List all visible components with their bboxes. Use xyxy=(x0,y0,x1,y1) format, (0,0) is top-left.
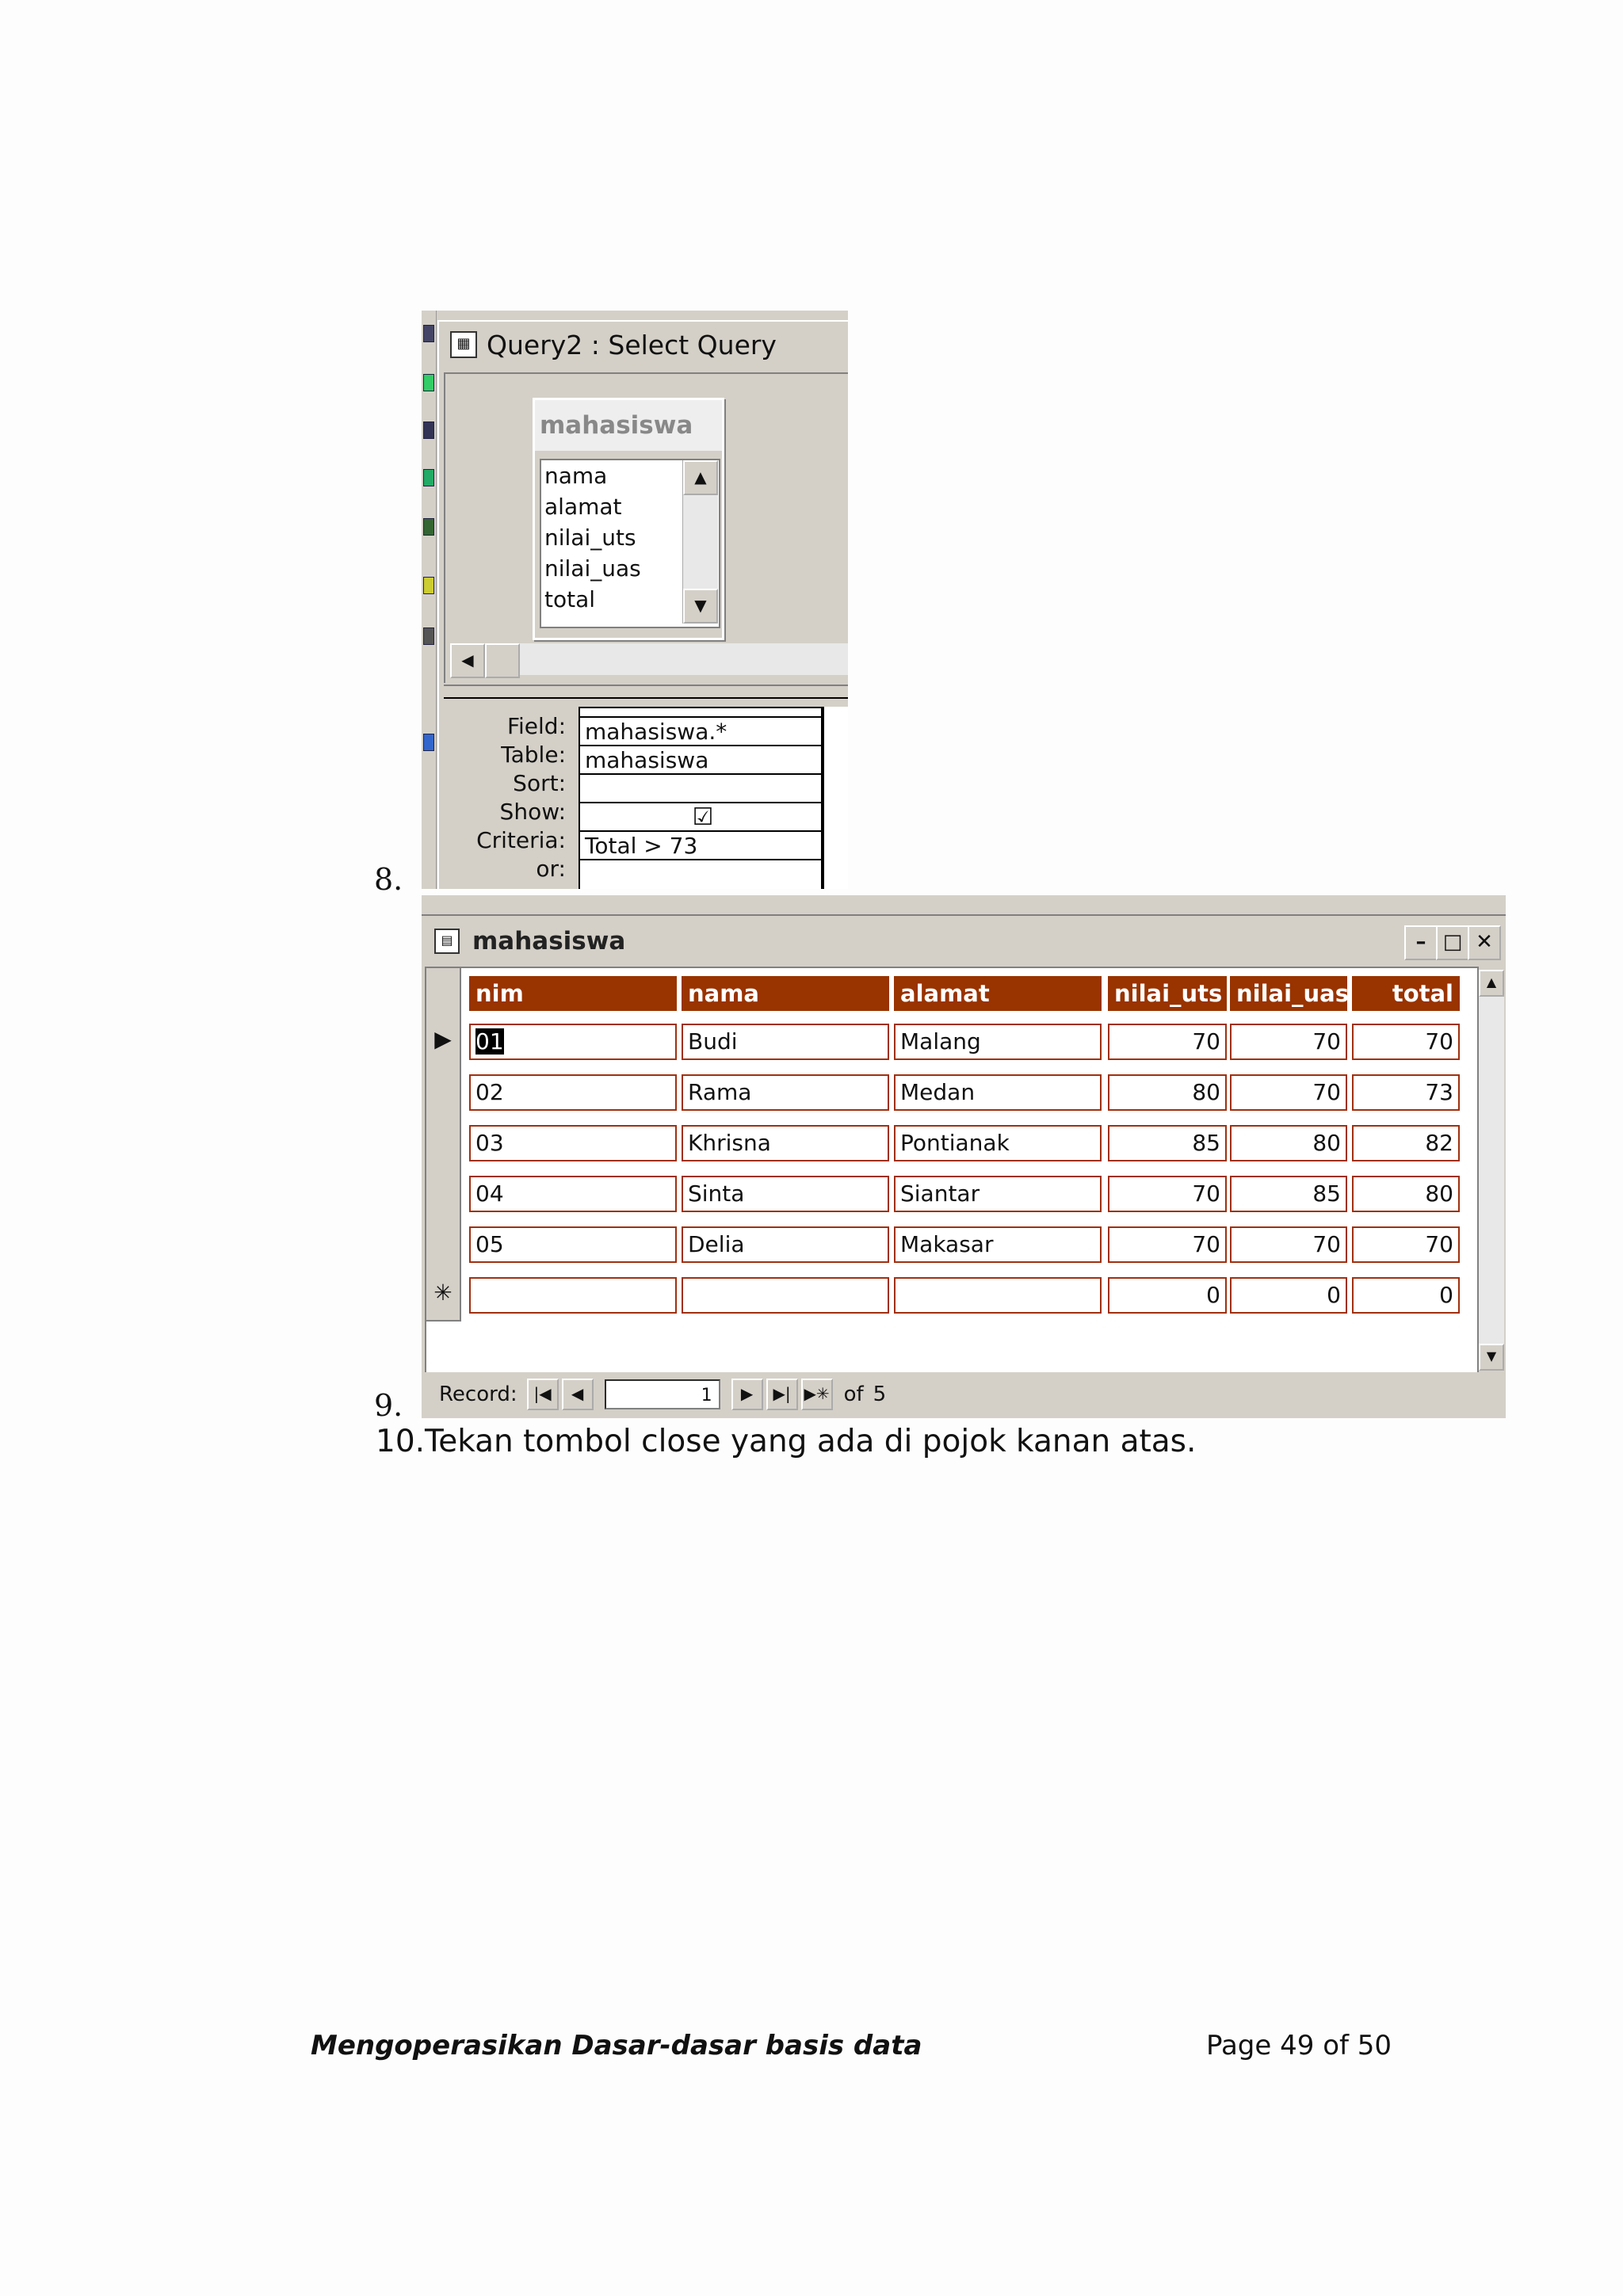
table-cell[interactable]: 70 xyxy=(1108,1226,1227,1263)
column-header[interactable]: nama xyxy=(682,976,889,1011)
maximize-icon[interactable]: □ xyxy=(1436,925,1469,960)
new-record-indicator[interactable]: ✳ xyxy=(426,1269,461,1322)
close-icon[interactable]: ✕ xyxy=(1468,925,1501,960)
first-record-icon[interactable]: |◀ xyxy=(527,1379,559,1410)
table-cell[interactable] xyxy=(469,1277,677,1314)
side-toolbar xyxy=(422,311,437,889)
table-cell[interactable]: 0 xyxy=(1230,1277,1347,1314)
scroll-down-icon[interactable]: ▼ xyxy=(1479,1344,1504,1371)
field-list-item[interactable]: alamat xyxy=(544,494,622,520)
table-cell[interactable]: Delia xyxy=(682,1226,889,1263)
field-list-item[interactable]: total xyxy=(544,586,596,612)
grid-label-field: Field: xyxy=(506,713,566,739)
step-10-text: Tekan tombol close yang ada di pojok kanan atas. xyxy=(425,1424,1197,1459)
scroll-up-icon[interactable]: ▲ xyxy=(1479,970,1504,997)
grid-label-show: Show: xyxy=(499,799,566,825)
next-record-icon[interactable]: ▶ xyxy=(731,1379,763,1410)
selected-cell-text: 01 xyxy=(475,1028,504,1055)
step-10 xyxy=(376,1424,1196,1459)
select-all-corner[interactable] xyxy=(426,968,461,1017)
table-cell[interactable]: 70 xyxy=(1108,1024,1227,1060)
field-list-item[interactable]: nama xyxy=(544,463,608,489)
table-cell[interactable]: 0 xyxy=(1352,1277,1460,1314)
field-list-item[interactable]: nilai_uts xyxy=(544,524,636,551)
table-cell[interactable]: 70 xyxy=(1230,1074,1347,1111)
field-list-item[interactable]: nilai_uas xyxy=(544,555,641,582)
table-cell[interactable]: 02 xyxy=(469,1074,677,1111)
table-pane xyxy=(444,372,848,683)
table-cell[interactable]: Rama xyxy=(682,1074,889,1111)
table-cell[interactable]: Siantar xyxy=(894,1176,1102,1212)
toolbar-icon[interactable] xyxy=(423,734,434,751)
table-cell[interactable]: 85 xyxy=(1108,1125,1227,1161)
table-cell[interactable]: Khrisna xyxy=(682,1125,889,1161)
table-window-icon: ▤ xyxy=(434,929,460,954)
table-cell[interactable]: 0 xyxy=(1108,1277,1227,1314)
toolbar-icon[interactable] xyxy=(423,577,434,594)
page-number: Page 49 of 50 xyxy=(1206,2030,1392,2061)
field-list-window[interactable] xyxy=(533,398,724,640)
toolbar-icon[interactable] xyxy=(423,325,434,342)
field-list-title: mahasiswa xyxy=(535,400,722,451)
pane-splitter[interactable] xyxy=(444,685,848,699)
grid-cell-or[interactable] xyxy=(580,860,821,889)
record-number-input[interactable]: 1 xyxy=(605,1379,720,1409)
toolbar-icon[interactable] xyxy=(423,374,434,391)
show-checkbox[interactable]: ☑ xyxy=(580,803,821,832)
table-cell[interactable]: 70 xyxy=(1352,1024,1460,1060)
grid-column xyxy=(579,707,823,889)
column-header[interactable]: nim xyxy=(469,976,677,1011)
last-record-icon[interactable]: ▶| xyxy=(766,1379,798,1410)
table-cell[interactable]: Makasar xyxy=(894,1226,1102,1263)
current-row-indicator[interactable]: ▶ xyxy=(426,1016,461,1068)
grid-label-table: Table: xyxy=(501,742,566,768)
step-9-number: 9. xyxy=(374,1388,403,1423)
record-of-text: of xyxy=(843,1383,864,1406)
query-design-screenshot xyxy=(422,311,848,889)
table-cell[interactable]: Pontianak xyxy=(894,1125,1102,1161)
record-total: 5 xyxy=(873,1383,887,1406)
grid-cell-criteria[interactable]: Total > 73 xyxy=(580,832,821,860)
grid-cell-sort[interactable] xyxy=(580,775,821,803)
datasheet-grid xyxy=(425,967,1479,1374)
row-selector[interactable] xyxy=(426,1066,461,1119)
table-cell[interactable] xyxy=(682,1277,889,1314)
grid-column-selector[interactable] xyxy=(580,708,821,718)
table-cell[interactable]: 70 xyxy=(1108,1176,1227,1212)
step-10-number: 10. xyxy=(376,1424,426,1459)
column-header[interactable]: alamat xyxy=(894,976,1102,1011)
grid-label-or: or: xyxy=(536,856,566,882)
table-pane-hscrollbar[interactable] xyxy=(450,643,848,675)
toolbar-icon[interactable] xyxy=(423,627,434,645)
toolbar-icon[interactable] xyxy=(423,469,434,486)
datasheet-title-bar[interactable] xyxy=(426,919,1501,963)
background-strip xyxy=(422,895,1506,916)
scroll-down-icon[interactable]: ▼ xyxy=(683,589,718,624)
scroll-up-icon[interactable]: ▲ xyxy=(683,460,718,495)
table-cell[interactable]: 05 xyxy=(469,1226,677,1263)
table-cell[interactable]: 85 xyxy=(1230,1176,1347,1212)
table-cell[interactable]: 03 xyxy=(469,1125,677,1161)
grid-label-criteria: Criteria: xyxy=(476,827,566,853)
record-navigation-bar xyxy=(425,1372,1504,1417)
datasheet-vscrollbar[interactable] xyxy=(1479,970,1504,1371)
table-cell[interactable]: Sinta xyxy=(682,1176,889,1212)
record-label: Record: xyxy=(439,1383,517,1406)
datasheet-screenshot xyxy=(422,895,1506,1418)
query-title-bar[interactable] xyxy=(439,322,848,368)
new-record-icon[interactable]: ▶✳ xyxy=(801,1379,833,1410)
query-window xyxy=(437,320,848,889)
table-cell[interactable]: Malang xyxy=(894,1024,1102,1060)
scroll-thumb[interactable] xyxy=(485,643,520,678)
column-header[interactable]: nilai_uts xyxy=(1108,976,1227,1011)
table-cell[interactable]: 04 xyxy=(469,1176,677,1212)
table-cell[interactable]: 80 xyxy=(1230,1125,1347,1161)
table-cell[interactable]: Medan xyxy=(894,1074,1102,1111)
scroll-left-icon[interactable]: ◀ xyxy=(450,643,485,678)
field-list[interactable] xyxy=(540,459,720,628)
row-selector[interactable] xyxy=(426,1168,461,1220)
table-cell[interactable]: 70 xyxy=(1352,1226,1460,1263)
table-cell[interactable]: 73 xyxy=(1352,1074,1460,1111)
row-selector[interactable] xyxy=(426,1219,461,1271)
previous-record-icon[interactable]: ◀ xyxy=(562,1379,594,1410)
grid-cell-table[interactable]: mahasiswa xyxy=(580,746,821,775)
table-cell[interactable]: 80 xyxy=(1352,1176,1460,1212)
table-cell[interactable] xyxy=(469,1024,677,1060)
grid-column-empty[interactable] xyxy=(823,707,848,889)
table-cell[interactable]: 70 xyxy=(1230,1226,1347,1263)
design-grid xyxy=(439,699,848,889)
table-cell[interactable] xyxy=(894,1277,1102,1314)
table-cell[interactable]: 70 xyxy=(1230,1024,1347,1060)
datasheet-title: mahasiswa xyxy=(472,927,626,955)
field-list-scrollbar[interactable] xyxy=(682,460,718,624)
toolbar-icon[interactable] xyxy=(423,518,434,536)
grid-cell-field[interactable]: mahasiswa.* xyxy=(580,718,821,746)
row-selector[interactable] xyxy=(426,1117,461,1169)
table-cell[interactable]: Budi xyxy=(682,1024,889,1060)
step-8-number: 8. xyxy=(374,862,403,897)
footer-title: Mengoperasikan Dasar-dasar basis data xyxy=(311,2030,922,2061)
table-cell[interactable]: 80 xyxy=(1108,1074,1227,1111)
minimize-icon[interactable]: – xyxy=(1404,925,1438,960)
column-header[interactable]: total xyxy=(1352,976,1460,1011)
grid-label-sort: Sort: xyxy=(513,770,566,796)
table-cell[interactable]: 82 xyxy=(1352,1125,1460,1161)
column-header[interactable]: nilai_uas xyxy=(1230,976,1347,1011)
query-window-icon: ▦ xyxy=(450,331,477,358)
toolbar-icon[interactable] xyxy=(423,421,434,439)
query-title: Query2 : Select Query xyxy=(487,329,777,360)
